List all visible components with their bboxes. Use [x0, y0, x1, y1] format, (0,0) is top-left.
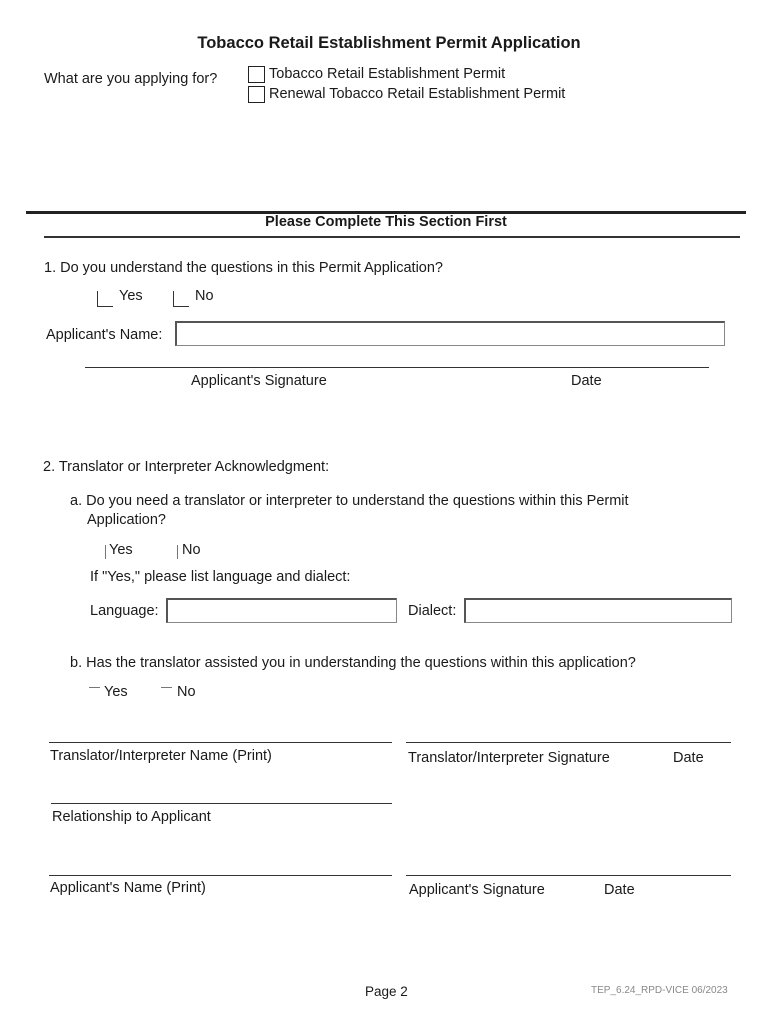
applicant-date-label: Date	[571, 373, 602, 389]
relationship-label: Relationship to Applicant	[52, 809, 211, 825]
q2a-no-checkbox[interactable]	[177, 545, 178, 559]
applicant-name-label: Applicant's Name:	[46, 327, 163, 343]
section-bottom-rule	[44, 236, 740, 238]
applicant-print-name-label: Applicant's Name (Print)	[50, 880, 206, 896]
form-code: TEP_6.24_RPD-VICE 06/2023	[591, 985, 728, 996]
language-prompt: If "Yes," please list language and dialect:	[90, 569, 351, 585]
renewal-permit-label: Renewal Tobacco Retail Establishment Permit	[269, 86, 566, 102]
dialect-input[interactable]	[464, 598, 732, 623]
q1-no-label: No	[195, 288, 214, 304]
q2-heading: 2. Translator or Interpreter Acknowledgment:	[43, 459, 330, 475]
relationship-line[interactable]	[51, 803, 392, 804]
q2a-question-line1: a. Do you need a translator or interpreter to understand the questions within this Permit	[70, 493, 629, 509]
applicant-final-date-label: Date	[604, 882, 635, 898]
applicant-name-input[interactable]	[175, 321, 725, 346]
page-number: Page 2	[365, 984, 408, 999]
q1-yes-label: Yes	[119, 288, 143, 304]
translator-date-label: Date	[673, 750, 704, 766]
translator-name-line[interactable]	[49, 742, 392, 743]
q2a-question-line2: Application?	[87, 512, 166, 528]
translator-name-label: Translator/Interpreter Name (Print)	[50, 748, 272, 764]
new-permit-checkbox[interactable]	[248, 66, 265, 83]
renewal-permit-checkbox[interactable]	[248, 86, 265, 103]
q1-question: 1. Do you understand the questions in this Permit Application?	[44, 260, 443, 276]
applying-for-question: What are you applying for?	[44, 71, 218, 87]
page-title: Tobacco Retail Establishment Permit Application	[197, 34, 581, 52]
q2b-question: b. Has the translator assisted you in understanding the questions within this application?	[70, 655, 636, 671]
q2a-yes-checkbox[interactable]	[105, 545, 106, 559]
q2b-no-checkbox[interactable]	[161, 687, 172, 688]
applicant-final-signature-line[interactable]	[406, 875, 731, 876]
q2a-yes-label: Yes	[109, 542, 133, 558]
applicant-signature-label: Applicant's Signature	[191, 373, 327, 389]
applicant-signature-line[interactable]	[85, 367, 709, 368]
q2b-yes-checkbox[interactable]	[89, 687, 100, 688]
section-header: Please Complete This Section First	[265, 214, 507, 230]
language-input[interactable]	[166, 598, 397, 623]
q2b-yes-label: Yes	[104, 684, 128, 700]
translator-signature-label: Translator/Interpreter Signature	[408, 750, 610, 766]
translator-signature-line[interactable]	[406, 742, 731, 743]
q2a-no-label: No	[182, 542, 201, 558]
language-label: Language:	[90, 603, 159, 619]
new-permit-label: Tobacco Retail Establishment Permit	[269, 66, 506, 82]
dialect-label: Dialect:	[408, 603, 457, 619]
q2b-no-label: No	[177, 684, 196, 700]
q1-no-checkbox[interactable]	[173, 291, 189, 307]
q1-yes-checkbox[interactable]	[97, 291, 113, 307]
applicant-print-name-line[interactable]	[49, 875, 392, 876]
applicant-final-signature-label: Applicant's Signature	[409, 882, 545, 898]
